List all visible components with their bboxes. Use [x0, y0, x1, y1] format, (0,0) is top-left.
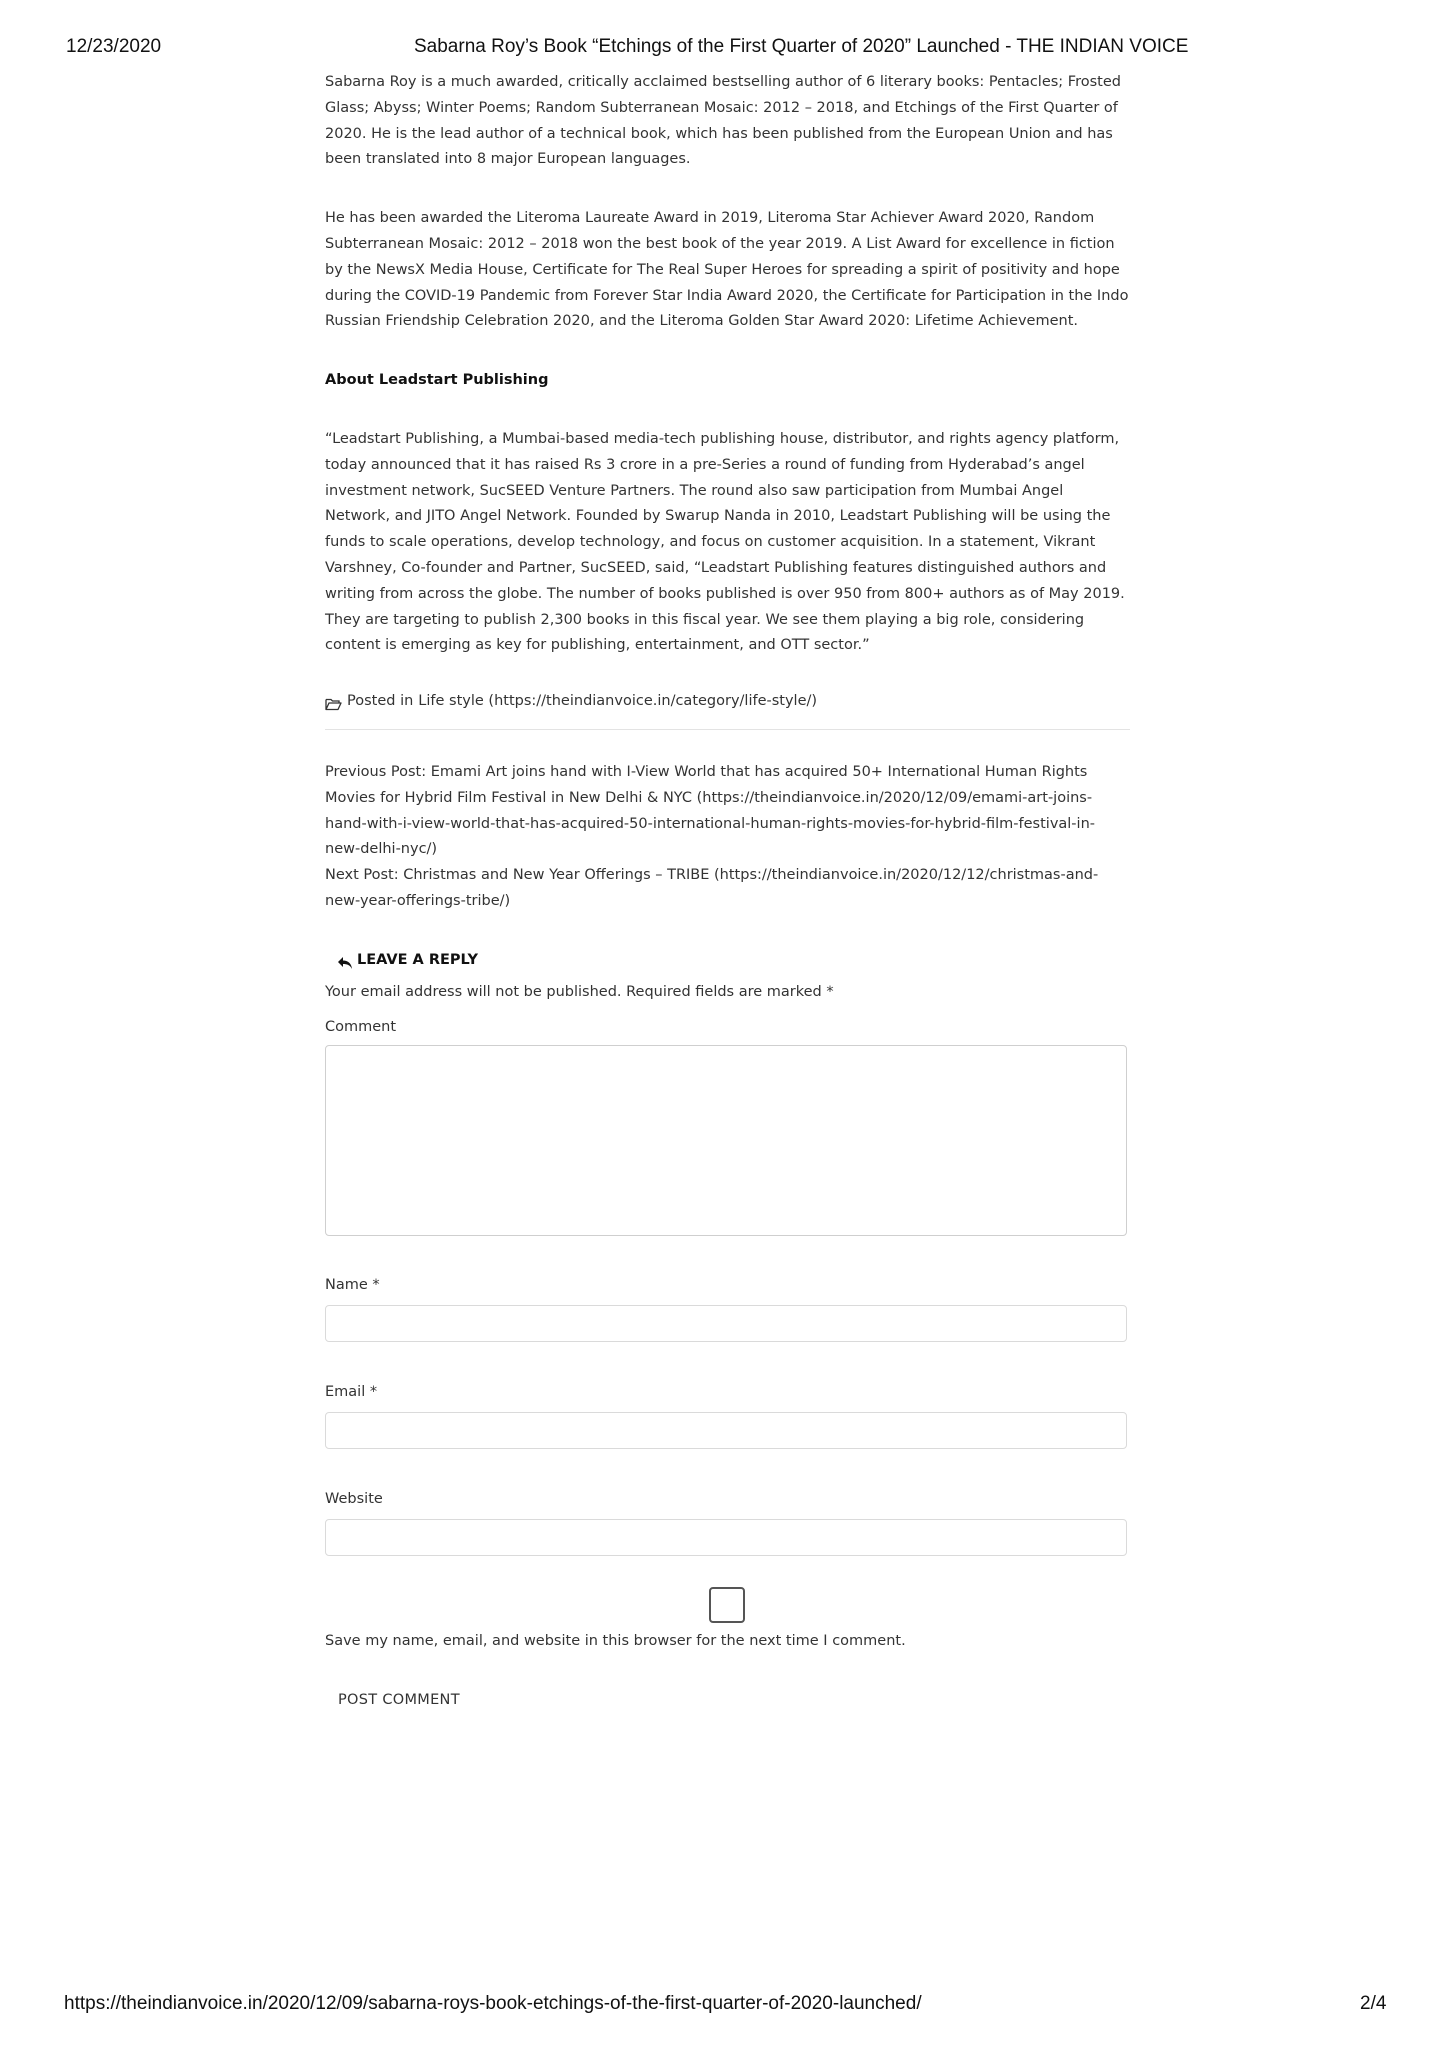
email-input[interactable] — [325, 1412, 1127, 1449]
email-label: Email * — [325, 1383, 378, 1400]
next-post-link[interactable]: Next Post: Christmas and New Year Offerings – TRIBE (https://theindianvoice.in/2020/12/12/christmas-and-new-year-offerings-tribe/) — [325, 867, 1099, 909]
posted-in-meta — [325, 689, 1130, 715]
section-heading-leadstart: About Leadstart Publishing — [325, 372, 549, 389]
website-label: Website — [325, 1490, 383, 1507]
comment-textarea[interactable] — [325, 1045, 1127, 1236]
comment-field — [325, 1015, 1130, 1236]
name-label: Name * — [325, 1277, 380, 1294]
post-navigation — [325, 760, 1130, 915]
website-input[interactable] — [325, 1519, 1127, 1556]
category-link-life-style[interactable]: Life style (https://theindianvoice.in/category/life-style/) — [418, 693, 818, 710]
website-field — [325, 1487, 1130, 1556]
name-input[interactable] — [325, 1305, 1127, 1342]
folder-open-icon — [325, 695, 342, 709]
print-footer-url: https://theindianvoice.in/2020/12/09/sabarna-roys-book-etchings-of-the-first-quarter-of-2020-launched/ — [64, 1993, 922, 2014]
cookies-consent-row — [325, 1587, 1130, 1625]
article-content — [325, 70, 1130, 1714]
previous-post-link[interactable]: Previous Post: Emami Art joins hand with I-View World that has acquired 50+ International Human Rights Movies for Hybrid Film Festival in New Delhi & NYC (https://theindianvoice.in/2020/12/09/emami-art-joins-hand-with-i-view-world-that-has-acquired-50-international-human-rights-movies-for-hybrid-film-festival-in-new-delhi-nyc/) — [325, 763, 1095, 858]
posted-in-prefix: Posted in — [347, 693, 414, 710]
post-comment-button[interactable]: POST COMMENT — [338, 1692, 460, 1709]
reply-icon — [337, 954, 353, 968]
cookies-consent-checkbox[interactable] — [709, 1587, 745, 1623]
comment-label: Comment — [325, 1019, 397, 1036]
comment-notes: Your email address will not be published. Required fields are marked * — [325, 983, 834, 1000]
article-paragraph-awards: He has been awarded the Literoma Laureate Award in 2019, Literoma Star Achiever Award 2020, Random Subterranean Mosaic: 2012 – 2018 won the best book of the year 2019. A List Award for excellence in fiction by the NewsX Media House, Certificate for The Real Super Heroes for spreading a spirit of positivity and hope during the COVID-19 Pandemic from Forever Star India Award 2020, the Certificate for Participation in the Indo Russian Friendship Celebration 2020, and the Literoma Golden Star Award 2020: Lifetime Achievement. — [325, 210, 1129, 330]
article-paragraph-leadstart: “Leadstart Publishing, a Mumbai-based media-tech publishing house, distributor, and rights agency platform, today announced that it has raised Rs 3 crore in a pre-Series a round of funding from Hyderabad’s angel investment network, SucSEED Venture Partners. The round also saw participation from Mumbai Angel Network, and JITO Angel Network. Founded by Swarup Nanda in 2010, Leadstart Publishing will be using the funds to scale operations, develop technology, and focus on customer acquisition. In a statement, Vikrant Varshney, Co-founder and Partner, SucSEED, said, “Leadstart Publishing features distinguished authors and writing from across the globe. The number of books published is over 950 from 800+ authors as of May 2019. They are targeting to publish 2,300 books in this fiscal year. We see them playing a big role, considering content is emerging as key for publishing, entertainment, and OTT sector.” — [325, 430, 1125, 654]
email-field — [325, 1380, 1130, 1449]
name-field — [325, 1273, 1130, 1342]
divider — [325, 729, 1130, 730]
leave-reply-heading — [337, 948, 1130, 974]
cookies-consent-label: Save my name, email, and website in this browser for the next time I comment. — [325, 1632, 906, 1649]
print-page-number: 2/4 — [1360, 1993, 1387, 2014]
article-paragraph-author-bio: Sabarna Roy is a much awarded, critically acclaimed bestselling author of 6 literary books: Pentacles; Frosted Glass; Abyss; Winter Poems; Random Subterranean Mosaic: 2012 – 2018, and Etchings of the First Quarter of 2020. He is the lead author of a technical book, which has been published from the European Union and has been translated into 8 major European languages. — [325, 74, 1121, 168]
leave-reply-title: LEAVE A REPLY — [357, 951, 479, 968]
print-date: 12/23/2020 — [66, 36, 162, 57]
print-page-title: Sabarna Roy’s Book “Etchings of the First Quarter of 2020” Launched - THE INDIAN VOICE — [414, 36, 1189, 57]
